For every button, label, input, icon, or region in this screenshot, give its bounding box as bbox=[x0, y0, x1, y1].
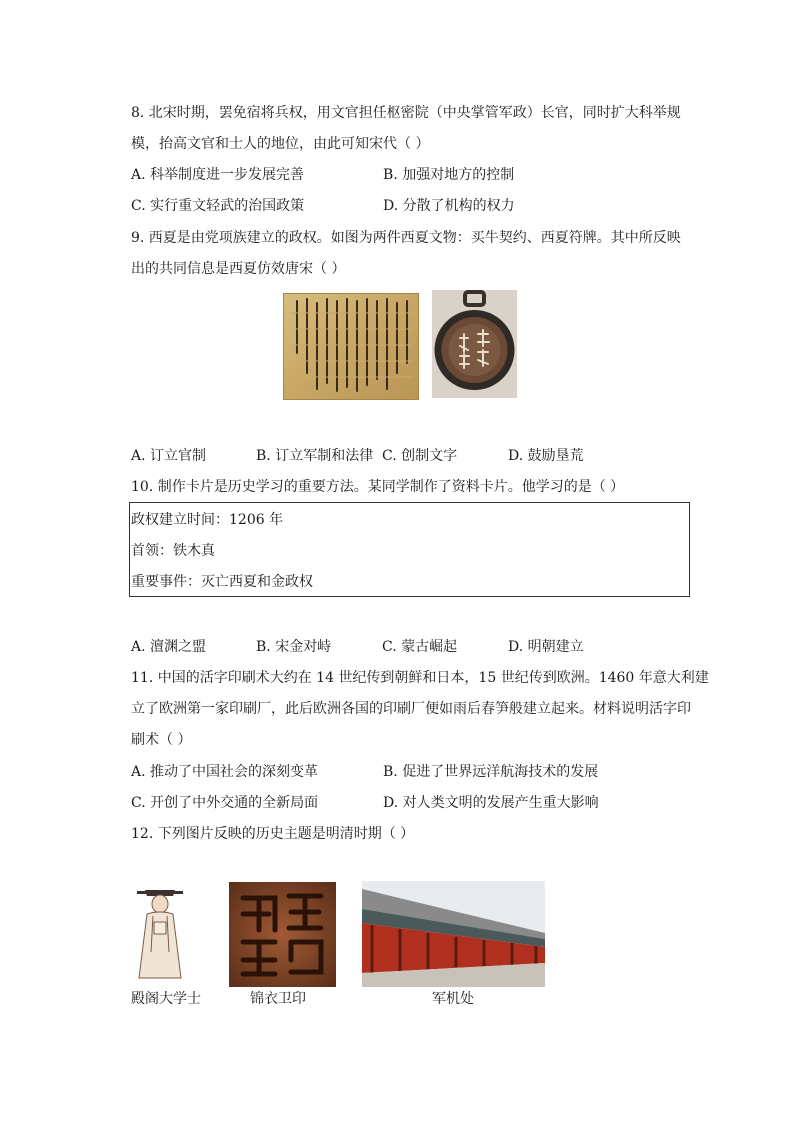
q9-option-a[interactable]: A. 订立官制 bbox=[131, 448, 207, 464]
q8-stem-line2: 模，抬高文官和士人的地位，由此可知宋代（ ） bbox=[131, 136, 430, 152]
xixia-token-image bbox=[432, 290, 517, 398]
q9-stem-line1: 9. 西夏是由党项族建立的政权。如图为两件西夏文物：买牛契约、西夏符牌。其中所反映 bbox=[131, 230, 681, 246]
ox-purchase-contract-image bbox=[283, 293, 419, 400]
caption-grand-secretary: 殿阁大学士 bbox=[131, 991, 201, 1007]
q10-info-card bbox=[129, 502, 690, 597]
card-line-founding-time: 政权建立时间：1206 年 bbox=[131, 512, 284, 528]
q10-option-d[interactable]: D. 明朝建立 bbox=[508, 639, 584, 655]
embroidered-guard-seal-image bbox=[229, 882, 336, 987]
q11-stem-line3: 刷术（ ） bbox=[131, 732, 192, 748]
q12-stem: 12. 下列图片反映的历史主题是明清时期（ ） bbox=[131, 826, 415, 842]
grand-council-image bbox=[362, 881, 545, 987]
q10-stem: 10. 制作卡片是历史学习的重要方法。某同学制作了资料卡片。他学习的是（ ） bbox=[131, 479, 625, 495]
q10-option-c[interactable]: C. 蒙古崛起 bbox=[382, 639, 458, 655]
q11-stem-line1: 11. 中国的活字印刷术大约在 14 世纪传到朝鲜和日本，15 世纪传到欧洲。1460 年意大利建 bbox=[131, 670, 709, 686]
q10-option-b[interactable]: B. 宋金对峙 bbox=[256, 639, 332, 655]
q8-option-a[interactable]: A. 科举制度进一步发展完善 bbox=[131, 167, 305, 183]
card-line-events: 重要事件：灭亡西夏和金政权 bbox=[131, 574, 313, 590]
q11-stem-line2: 立了欧洲第一家印刷厂，此后欧洲各国的印刷厂便如雨后春笋般建立起来。材料说明活字印 bbox=[131, 701, 691, 717]
q8-option-c[interactable]: C. 实行重文轻武的治国政策 bbox=[131, 198, 305, 214]
caption-seal: 锦衣卫印 bbox=[250, 991, 306, 1007]
grand-secretary-image bbox=[131, 882, 189, 985]
card-line-leader: 首领：铁木真 bbox=[131, 543, 215, 559]
q11-option-c[interactable]: C. 开创了中外交通的全新局面 bbox=[131, 795, 319, 811]
q11-option-a[interactable]: A. 推动了中国社会的深刻变革 bbox=[131, 764, 319, 780]
q9-stem-line2: 出的共同信息是西夏仿效唐宋（ ） bbox=[131, 261, 346, 277]
caption-grand-council: 军机处 bbox=[432, 991, 474, 1007]
q9-option-c[interactable]: C. 创制文字 bbox=[382, 448, 458, 464]
q11-option-d[interactable]: D. 对人类文明的发展产生重大影响 bbox=[383, 795, 599, 811]
q8-stem-line1: 8. 北宋时期，罢免宿将兵权，用文官担任枢密院（中央掌管军政）长官，同时扩大科举规 bbox=[131, 105, 681, 121]
q9-option-b[interactable]: B. 订立军制和法律 bbox=[256, 448, 374, 464]
q8-option-d[interactable]: D. 分散了机构的权力 bbox=[383, 198, 515, 214]
q8-option-b[interactable]: B. 加强对地方的控制 bbox=[383, 167, 515, 183]
q11-option-b[interactable]: B. 促进了世界远洋航海技术的发展 bbox=[383, 764, 599, 780]
q9-option-d[interactable]: D. 鼓励垦荒 bbox=[508, 448, 584, 464]
q10-option-a[interactable]: A. 澶渊之盟 bbox=[131, 639, 207, 655]
